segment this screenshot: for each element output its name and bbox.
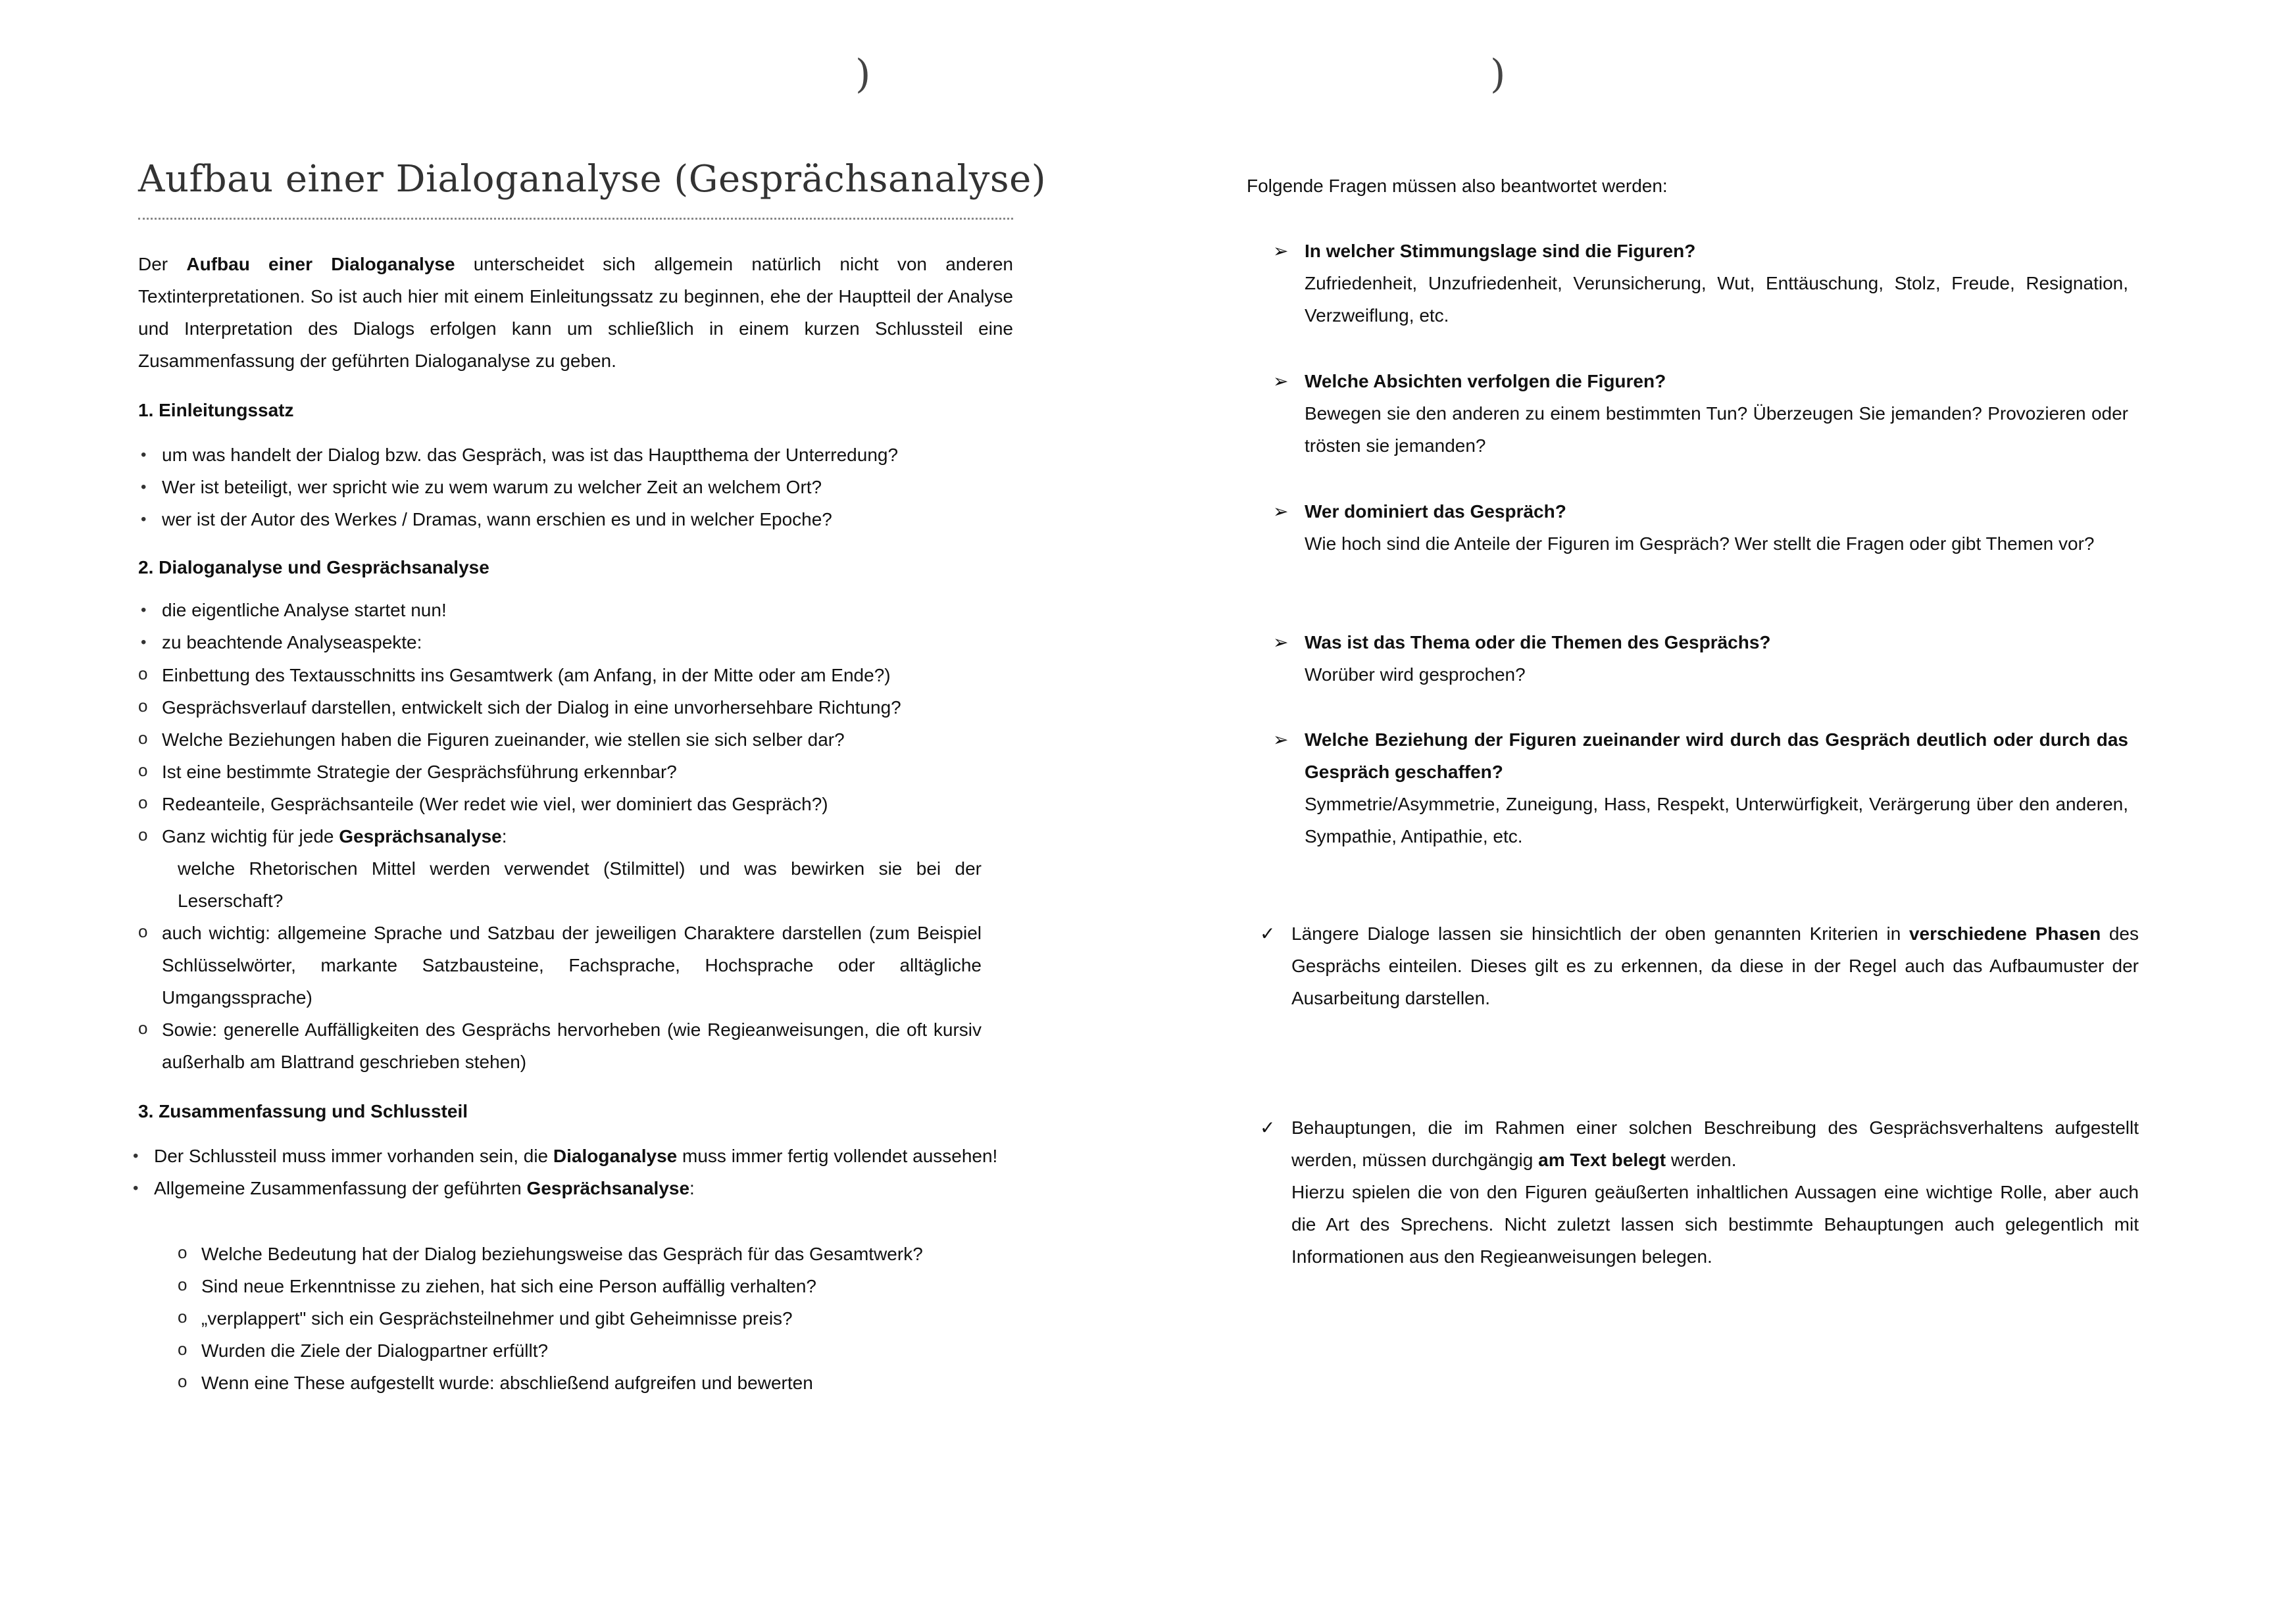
questions-intro: Folgende Fragen müssen also beantwortet werden: — [1247, 176, 1668, 196]
binder-hole-right: ) — [1490, 51, 1506, 97]
section-3-list — [130, 1140, 1000, 1204]
check-continuation: Hierzu spielen die von den Figuren geäußerten inhaltlichen Aussagen eine wichtige Rolle, aber auch die Art des Sprechens. Nicht zuletzt lassen sich bestimmte Behauptungen auch gelegentlich mit Informationen aus den Regieanweisungen belegen. — [1291, 1182, 2139, 1267]
item-text: Allgemeine Zusammenfassung der geführten — [154, 1178, 527, 1198]
item-text: : — [689, 1178, 695, 1198]
checkmark-icon: ✓ — [1260, 923, 1276, 944]
sub-list-item: o Sind neue Erkenntnisse zu ziehen, hat sich eine Person auffällig verhalten? — [178, 1270, 1013, 1302]
arrow-icon: ➢ — [1273, 241, 1289, 261]
section-2-sublist — [138, 659, 982, 1078]
question-heading — [1273, 626, 2128, 658]
sub-list-item: o Welche Beziehungen haben die Figuren zueinander, wie stellen sie sich selber dar? — [138, 723, 982, 756]
check-bold: verschiedene Phasen — [1909, 923, 2101, 944]
sub-detail: welche Rhetorischen Mittel werden verwendet (Stilmittel) und was bewirken sie bei der Leserschaft? — [178, 858, 982, 911]
checkmark-icon: ✓ — [1260, 1117, 1276, 1138]
section-2-list — [138, 594, 1013, 658]
question-heading — [1273, 495, 2128, 527]
check-text: des Gesprächs einteilen. Dieses gilt es zu erkennen, da diese in der Regel auch das Aufbaumuster der Ausarbeitung darstellen. — [1291, 923, 2139, 1008]
question-answer: Bewegen sie den anderen zu einem bestimmten Tun? Überzeugen Sie jemanden? Provozieren oder trösten sie jemanden? — [1305, 403, 2128, 456]
question-block — [1273, 365, 2128, 462]
sub-list-item — [138, 820, 982, 917]
question-answer: Wie hoch sind die Anteile der Figuren im Gespräch? Wer stellt die Fragen oder gibt Themen vor? — [1305, 533, 2095, 554]
question-block — [1273, 723, 2128, 852]
sub-list-item: o Redeanteile, Gesprächsanteile (Wer redet wie viel, wer dominiert das Gespräch?) — [138, 788, 982, 820]
check-text: Längere Dialoge lassen sie hinsichtlich der oben genannten Kriterien in — [1291, 923, 1909, 944]
question-heading — [1273, 365, 2128, 397]
arrow-icon: ➢ — [1273, 501, 1289, 522]
question-block — [1273, 626, 2128, 691]
check-item — [1257, 1112, 2139, 1273]
question-answer: Worüber wird gesprochen? — [1305, 664, 1526, 685]
question-text: Welche Beziehung der Figuren zueinander wird durch das Gespräch deutlich oder durch das Gespräch geschaffen? — [1305, 729, 2128, 782]
sub-text: : — [501, 826, 507, 846]
question-heading — [1273, 235, 2128, 267]
list-item: • zu beachtende Analyseaspekte: — [138, 626, 1013, 658]
sub-list-item: o auch wichtig: allgemeine Sprache und Satzbau der jeweiligen Charaktere darstellen (zum Beispiel Schlüsselwörter, markante Satzbausteine, Fachsprache, Hochsprache oder alltägliche Umgangssprache) — [138, 917, 982, 1014]
item-text: Der Schlussteil muss immer vorhanden sein, die — [154, 1146, 553, 1166]
question-text: Was ist das Thema oder die Themen des Gesprächs? — [1305, 632, 1771, 652]
question-block — [1273, 235, 2128, 331]
section-3-sublist — [178, 1238, 1013, 1399]
sub-list-item: o Welche Bedeutung hat der Dialog beziehungsweise das Gespräch für das Gesamtwerk? — [178, 1238, 1013, 1270]
list-item: • Wer ist beteiligt, wer spricht wie zu wem warum zu welcher Zeit an welchem Ort? — [138, 471, 1013, 503]
check-bold: am Text belegt — [1538, 1150, 1666, 1170]
item-bold: Dialoganalyse — [553, 1146, 678, 1166]
arrow-icon: ➢ — [1273, 729, 1289, 750]
sub-list-item: o „verplappert" sich ein Gesprächsteilnehmer und gibt Geheimnisse preis? — [178, 1302, 1013, 1334]
sub-list-item: o Wenn eine These aufgestellt wurde: abschließend aufgreifen und bewerten — [178, 1367, 1013, 1399]
section-1-heading: 1. Einleitungssatz — [138, 400, 294, 420]
question-answer: Symmetrie/Asymmetrie, Zuneigung, Hass, Respekt, Unterwürfigkeit, Verärgerung über den anderen, Sympathie, Antipathie, etc. — [1305, 794, 2128, 846]
arrow-icon: ➢ — [1273, 632, 1289, 652]
check-text: werden. — [1666, 1150, 1737, 1170]
section-1-list — [138, 439, 1013, 535]
question-block — [1273, 495, 2128, 560]
sub-list-item: o Ist eine bestimmte Strategie der Gesprächsführung erkennbar? — [138, 756, 982, 788]
sub-list-item: o Einbettung des Textausschnitts ins Gesamtwerk (am Anfang, in der Mitte oder am Ende?) — [138, 659, 982, 691]
intro-text-1: Der — [138, 254, 187, 274]
intro-paragraph — [138, 248, 1013, 377]
sub-bold: Gesprächsanalyse — [339, 826, 502, 846]
section-3-heading: 3. Zusammenfassung und Schlussteil — [138, 1101, 468, 1121]
check-item — [1257, 918, 2139, 1014]
question-heading — [1273, 723, 2128, 788]
question-text: In welcher Stimmungslage sind die Figuren? — [1305, 241, 1696, 261]
list-item — [130, 1140, 1000, 1172]
item-bold: Gesprächsanalyse — [526, 1178, 690, 1198]
sub-list-item: o Sowie: generelle Auffälligkeiten des Gesprächs hervorheben (wie Regieanweisungen, die oft kursiv außerhalb am Blattrand geschrieben stehen) — [138, 1014, 982, 1078]
section-2-heading: 2. Dialoganalyse und Gesprächsanalyse — [138, 557, 489, 577]
list-item: • wer ist der Autor des Werkes / Dramas, wann erschien es und in welcher Epoche? — [138, 503, 1013, 535]
sub-text: Ganz wichtig für jede — [162, 826, 339, 846]
page-title: Aufbau einer Dialoganalyse (Gesprächsanalyse) — [138, 158, 1013, 220]
intro-bold: Aufbau einer Dialoganalyse — [186, 254, 455, 274]
question-text: Wer dominiert das Gespräch? — [1305, 501, 1566, 522]
binder-hole-left: ) — [855, 51, 871, 97]
item-text: muss immer fertig vollendet aussehen! — [677, 1146, 998, 1166]
intro-text-2: unterscheidet sich allgemein natürlich nicht von anderen Textinterpretationen. So ist auch hier mit einem Einleitungssatz zu beginnen, ehe der Hauptteil der Analyse und Interpretation des Dialogs erfolgen kann um schließlich in einem kurzen Schlussteil eine Zusammenfassung der geführten Dialoganalyse zu geben. — [138, 254, 1013, 371]
sub-list-item: o Wurden die Ziele der Dialogpartner erfüllt? — [178, 1334, 1013, 1367]
question-text: Welche Absichten verfolgen die Figuren? — [1305, 371, 1666, 391]
arrow-icon: ➢ — [1273, 371, 1289, 391]
question-answer: Zufriedenheit, Unzufriedenheit, Verunsicherung, Wut, Enttäuschung, Stolz, Freude, Resignation, Verzweiflung, etc. — [1305, 273, 2128, 326]
list-item: • um was handelt der Dialog bzw. das Gespräch, was ist das Hauptthema der Unterredung? — [138, 439, 1013, 471]
check-text: Behauptungen, die im Rahmen einer solchen Beschreibung des Gesprächsverhaltens aufgestellt werden, müssen durchgängig — [1291, 1117, 2139, 1170]
right-page — [1247, 0, 2139, 1267]
list-item: • die eigentliche Analyse startet nun! — [138, 594, 1013, 626]
sub-list-item: o Gesprächsverlauf darstellen, entwickelt sich der Dialog in eine unvorhersehbare Richtung? — [138, 691, 982, 723]
list-item — [130, 1172, 1000, 1204]
